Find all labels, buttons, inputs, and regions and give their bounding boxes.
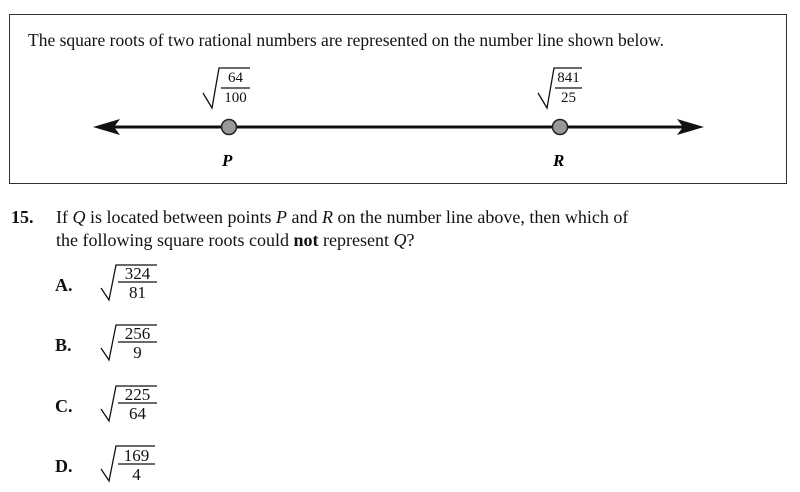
question-number: 15.	[11, 207, 34, 227]
fraction-p-numerator: 64	[228, 70, 243, 86]
point-p-label: P	[222, 151, 233, 170]
q-text-part: the following square roots could	[56, 230, 294, 250]
question-line-1	[56, 207, 628, 228]
question-line-2	[56, 230, 414, 251]
fraction-r-denominator: 25	[561, 90, 576, 106]
option-a-denominator: 81	[129, 283, 146, 302]
q-var-q: Q	[393, 230, 407, 250]
q-text-part: is located between points	[85, 207, 276, 227]
q-var-p: P	[275, 207, 287, 227]
point-r-label: R	[553, 151, 565, 170]
stimulus-text: The square roots of two rational numbers are represented on the number line shown below.	[28, 30, 664, 50]
q-text-part: ?	[406, 230, 415, 250]
option-d-denominator: 4	[132, 465, 141, 484]
option-d-numerator: 169	[123, 446, 150, 465]
q-text-part: on the number line above, then which of	[332, 207, 629, 227]
q-text-part: If	[56, 207, 73, 227]
option-d-letter[interactable]: D.	[55, 456, 73, 476]
option-c-numerator: 225	[124, 385, 151, 404]
q-text-part: represent	[318, 230, 394, 250]
q-var-q: Q	[72, 207, 86, 227]
option-a-letter[interactable]: A.	[55, 275, 73, 295]
fraction-p-denominator: 100	[224, 90, 247, 106]
option-c-letter[interactable]: C.	[55, 396, 73, 416]
q-var-r: R	[321, 207, 333, 227]
option-b-numerator: 256	[124, 324, 151, 343]
q-text-part: and	[286, 207, 322, 227]
option-c-denominator: 64	[129, 404, 146, 423]
option-a-numerator: 324	[124, 264, 151, 283]
option-b-denominator: 9	[133, 343, 142, 362]
fraction-r-numerator: 841	[557, 70, 580, 86]
option-b-letter[interactable]: B.	[55, 335, 72, 355]
q-not-word: not	[293, 230, 319, 250]
